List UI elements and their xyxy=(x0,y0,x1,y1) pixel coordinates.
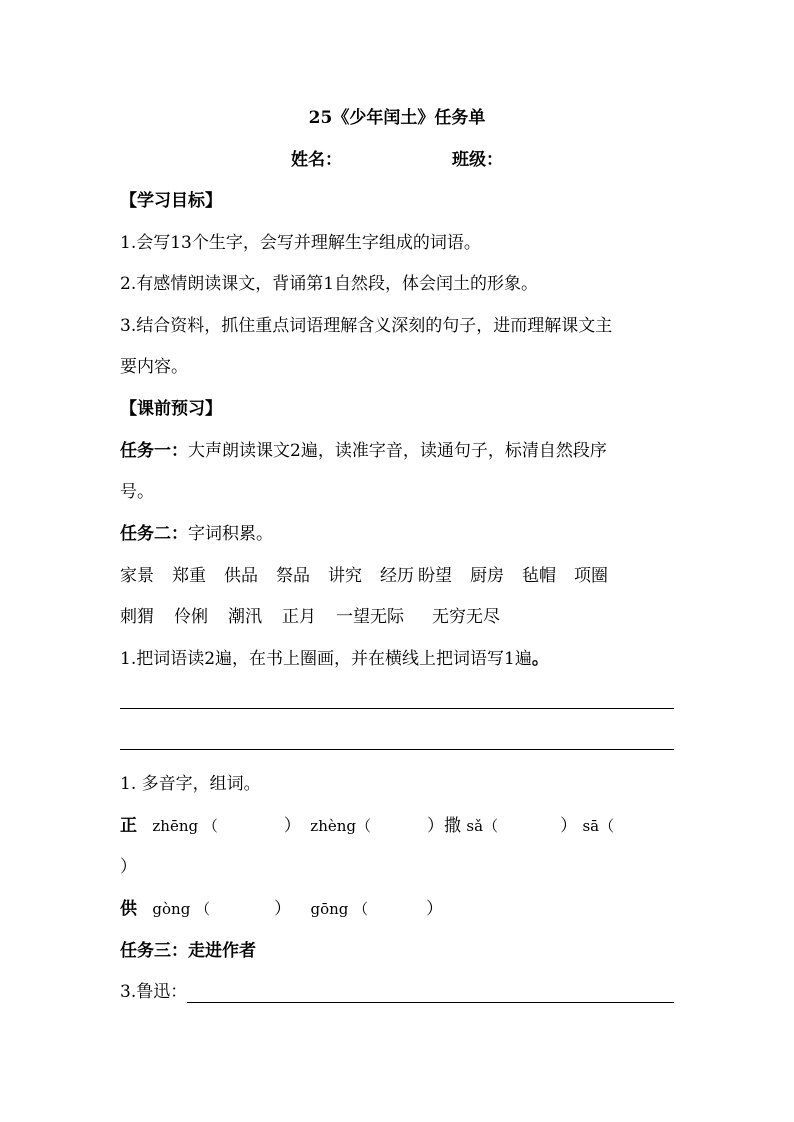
polyphone-row-1 xyxy=(120,815,674,837)
section-preview-heading: 【课前预习】 xyxy=(120,399,222,419)
writing-line-2[interactable] xyxy=(120,749,674,750)
polyphone-char-sa: 撒 xyxy=(444,816,462,836)
pinyin-gong-4: gòng （ xyxy=(152,900,211,918)
word-item: 盼望 xyxy=(418,566,452,586)
pinyin-zheng-1: zhēng （ xyxy=(152,817,218,835)
word-item: 潮汛 xyxy=(228,607,262,627)
pinyin-gong-1: gōng （ xyxy=(310,900,369,918)
goal-item-3-line-2: 要内容。 xyxy=(120,357,188,377)
task2-text: 字词积累。 xyxy=(188,524,273,544)
word-item: 无穷无尽 xyxy=(432,607,500,627)
close-paren: ） xyxy=(427,816,445,836)
task1-line-2: 号。 xyxy=(120,482,154,502)
goal-item-3-line-1: 3.结合资料，抓住重点词语理解含义深刻的句子，进而理解课文主 xyxy=(120,316,613,336)
polyphone-char-zheng: 正 xyxy=(120,816,137,836)
polyphone-row-1-wrap: ） xyxy=(120,857,137,877)
word-item: 毡帽 xyxy=(522,566,556,586)
word-item: 刺猬 xyxy=(120,607,154,627)
word-item: 伶俐 xyxy=(174,607,208,627)
pinyin-zheng-4: zhèng（ xyxy=(310,817,372,835)
word-list-row-1 xyxy=(120,565,674,587)
name-class-row xyxy=(0,149,794,171)
word-item: 一望无际 xyxy=(336,607,404,627)
close-paren: ） xyxy=(560,816,578,836)
author-answer-line[interactable] xyxy=(187,984,674,1003)
word-item: 郑重 xyxy=(172,566,206,586)
section-goals-heading: 【学习目标】 xyxy=(120,191,222,211)
close-paren: ） xyxy=(283,816,301,836)
pinyin-sa-3: sǎ（ xyxy=(466,817,499,835)
goal-item-1: 1.会写13个生字，会写并理解生字组成的词语。 xyxy=(120,233,481,253)
polyphone-row-2 xyxy=(120,898,674,920)
author-line xyxy=(120,981,674,1003)
author-label: 3.鲁迅： xyxy=(120,982,188,1002)
task2-line xyxy=(120,523,674,545)
word-item: 项圈 xyxy=(574,566,608,586)
polyphone-title: 1. 多音字，组词。 xyxy=(120,774,261,794)
instruction-1-text: 1.把词语读2遍，在书上圈画，并在横线上把词语写1遍 xyxy=(120,649,532,669)
close-paren: ） xyxy=(426,899,444,919)
writing-line-1[interactable] xyxy=(120,708,674,709)
word-item: 讲究 xyxy=(328,566,362,586)
task1-label: 任务一： xyxy=(120,441,188,461)
instruction-1 xyxy=(120,648,674,670)
name-label: 姓名： xyxy=(291,150,342,170)
close-paren: ） xyxy=(274,899,292,919)
word-item: 供品 xyxy=(224,566,258,586)
word-item: 家景 xyxy=(120,566,154,586)
instruction-1-period: 。 xyxy=(531,649,549,669)
word-item: 正月 xyxy=(282,607,316,627)
pinyin-sa-1: sā（ xyxy=(582,817,615,835)
word-list-row-2 xyxy=(120,606,674,628)
task2-label: 任务二： xyxy=(120,524,188,544)
class-label: 班级： xyxy=(452,150,503,170)
task1-line-1 xyxy=(120,440,674,462)
page-title: 25《少年闰土》任务单 xyxy=(308,108,486,128)
task3-heading: 任务三：走进作者 xyxy=(120,941,256,961)
goal-item-2: 2.有感情朗读课文，背诵第1自然段，体会闰土的形象。 xyxy=(120,274,539,294)
word-item: 祭品 xyxy=(276,566,310,586)
polyphone-char-gong: 供 xyxy=(120,899,137,919)
word-item: 厨房 xyxy=(470,566,504,586)
task1-text: 大声朗读课文2遍，读准字音，读通句子，标清自然段序 xyxy=(188,441,607,461)
word-item: 经历 xyxy=(380,566,414,586)
